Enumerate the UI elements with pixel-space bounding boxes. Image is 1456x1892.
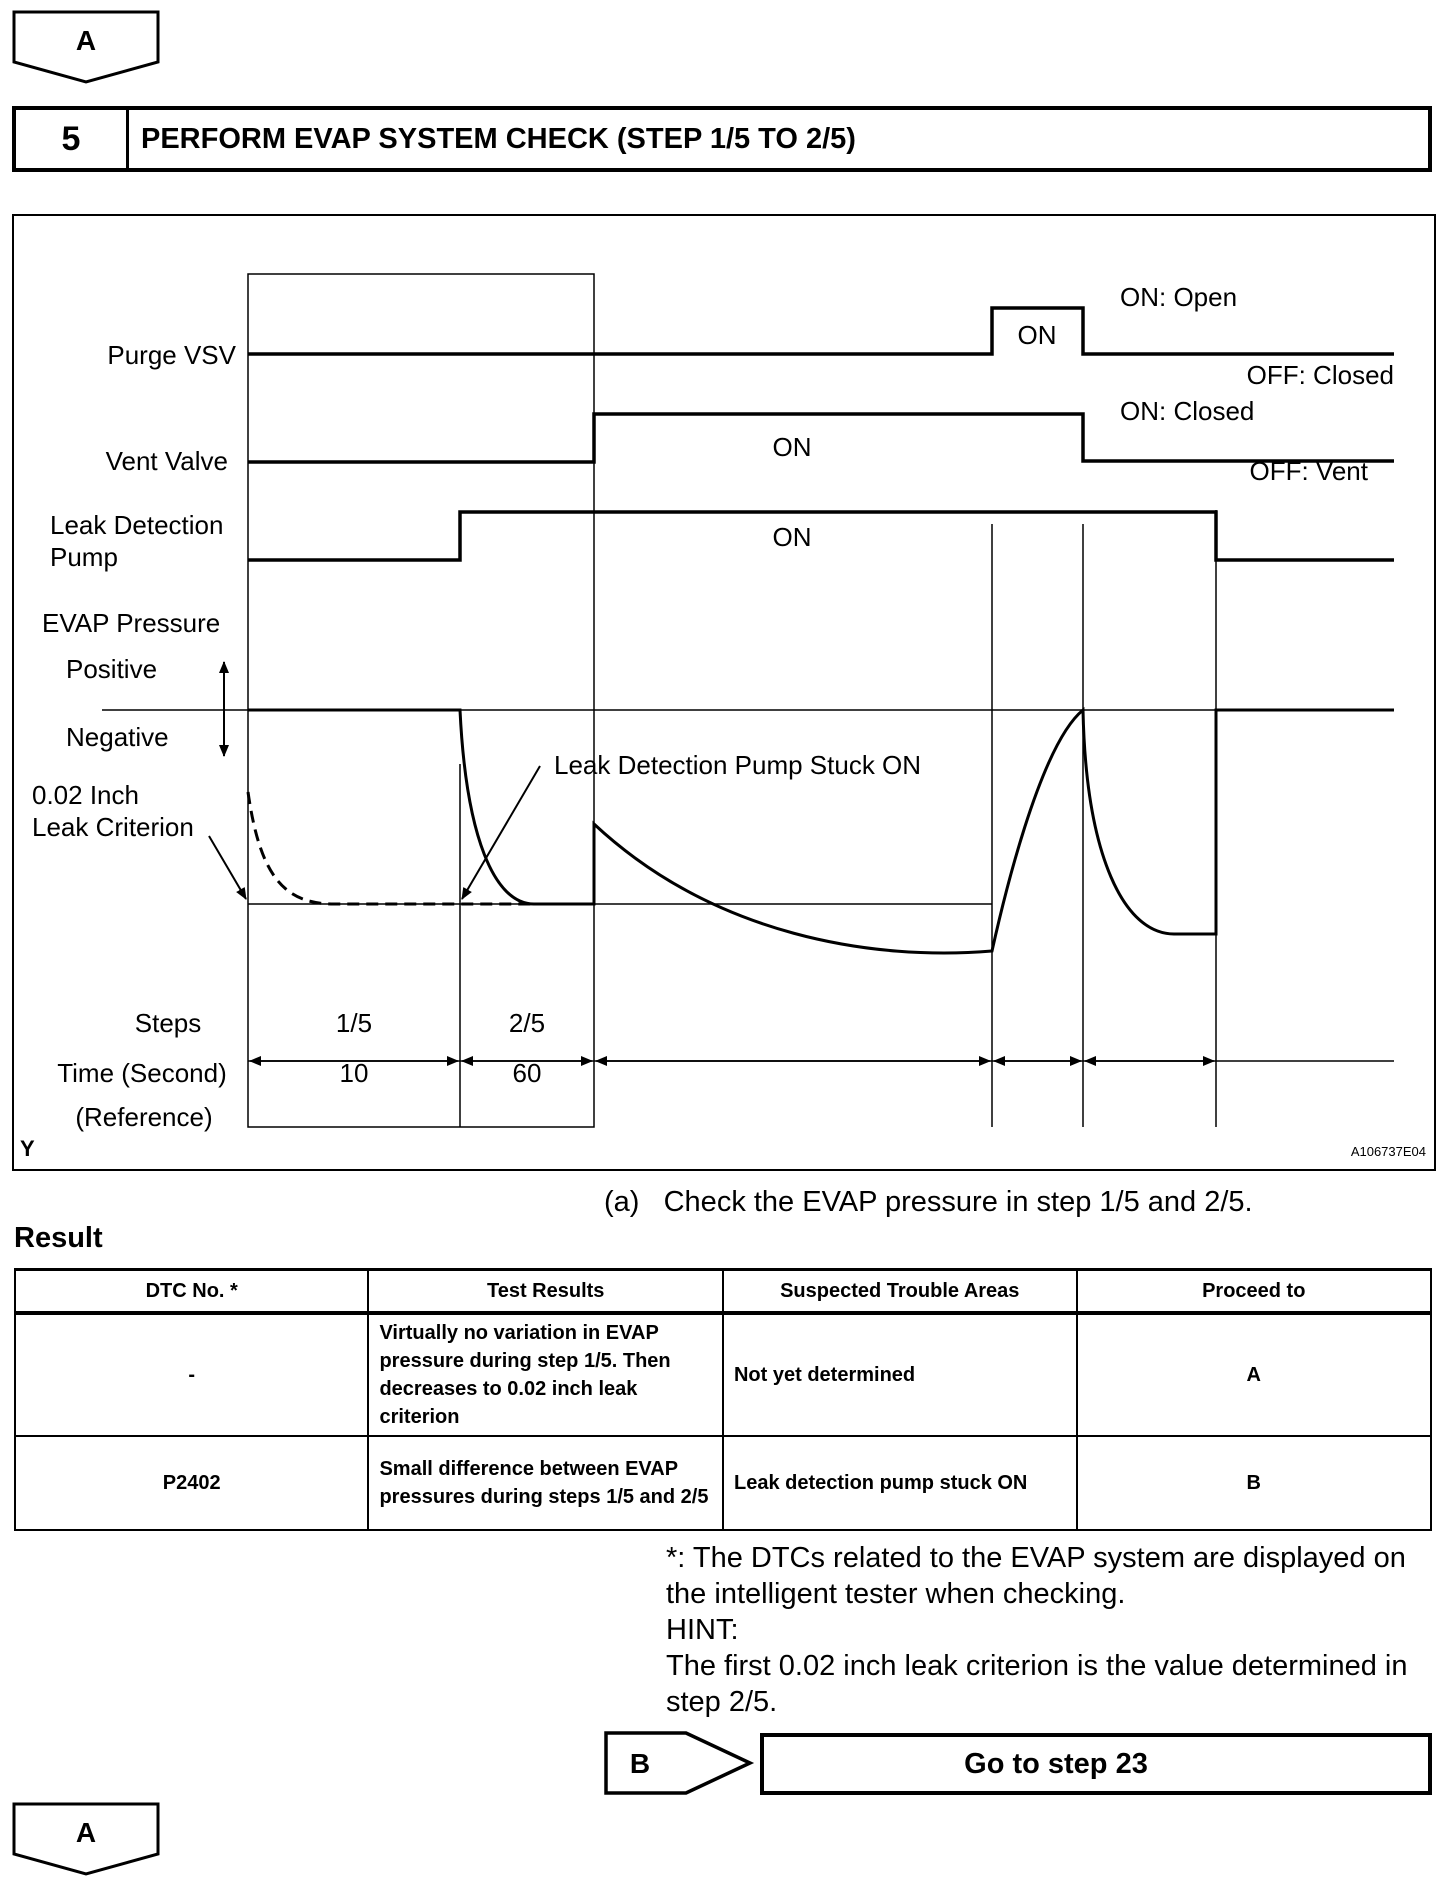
b-flow-marker xyxy=(604,1731,762,1797)
label-negative: Negative xyxy=(66,722,169,752)
go-to-step-button[interactable]: Go to step 23 xyxy=(760,1733,1432,1795)
hint-label: HINT: xyxy=(666,1614,739,1646)
purge-off-closed-label: OFF: Closed xyxy=(1246,360,1394,390)
steps-label: Steps xyxy=(134,1008,202,1038)
vent-on-closed-label: ON: Closed xyxy=(1120,396,1255,426)
label-leak-pump-2: Pump xyxy=(50,542,118,572)
timing-diagram xyxy=(12,214,1436,1171)
label-criterion-2: Leak Criterion xyxy=(32,812,194,842)
result-table xyxy=(14,1268,1432,1531)
evap-pressure-curve xyxy=(248,710,1394,953)
label-positive: Positive xyxy=(66,654,158,684)
time-label: Time (Second) xyxy=(57,1058,227,1088)
step-box xyxy=(248,274,594,1127)
hint-text: The first 0.02 inch leak criterion is the value determined in step 2/5. xyxy=(666,1650,1408,1718)
corner-letter: Y xyxy=(20,1136,35,1161)
step-title: PERFORM EVAP SYSTEM CHECK (STEP 1/5 TO 2/5) xyxy=(141,122,856,155)
step-number: 5 xyxy=(16,110,129,168)
bottom-marker-label: A xyxy=(75,1817,97,1848)
label-criterion-1: 0.02 Inch xyxy=(32,780,139,810)
figure-id: A106737E04 xyxy=(1350,1144,1426,1159)
top-marker-label: A xyxy=(75,25,97,56)
row-test: Small difference between EVAP pressures during steps 1/5 and 2/5 xyxy=(368,1436,723,1530)
time-1-label: 10 xyxy=(339,1058,369,1088)
purge-on-open-label: ON: Open xyxy=(1120,282,1238,312)
col-proceed: Proceed to xyxy=(1077,1270,1431,1314)
col-dtc: DTC No. * xyxy=(15,1270,368,1314)
top-flow-marker xyxy=(12,10,162,86)
row-dtc: P2402 xyxy=(15,1436,368,1530)
table-header-row xyxy=(15,1270,1431,1314)
footnote: *: The DTCs related to the EVAP system are displayed on the intelligent tester when checking. xyxy=(666,1542,1406,1610)
label-leak-pump-1: Leak Detection xyxy=(50,510,224,540)
stuck-on-annotation: Leak Detection Pump Stuck ON xyxy=(554,750,922,780)
row-proceed: A xyxy=(1077,1313,1431,1436)
step-2-label: 2/5 xyxy=(508,1008,546,1038)
step-header xyxy=(12,106,1432,172)
timing-diagram-svg xyxy=(14,216,1438,1173)
time-2-label: 60 xyxy=(512,1058,542,1088)
purge-on-label: ON xyxy=(1017,320,1057,350)
row-dtc: - xyxy=(15,1313,368,1436)
row-area: Not yet determined xyxy=(723,1313,1077,1436)
row-area: Leak detection pump stuck ON xyxy=(723,1436,1077,1530)
col-test-results: Test Results xyxy=(368,1270,723,1314)
label-vent-valve: Vent Valve xyxy=(105,446,228,476)
vent-on-label: ON xyxy=(772,432,812,462)
result-label: Result xyxy=(14,1222,103,1254)
row-proceed: B xyxy=(1077,1436,1431,1530)
step-1-label: 1/5 xyxy=(335,1008,373,1038)
table-row xyxy=(15,1313,1431,1436)
purge-vsv-waveform xyxy=(248,308,1394,354)
notes xyxy=(666,1540,1436,1720)
label-evap-pressure: EVAP Pressure xyxy=(42,608,221,638)
table-row xyxy=(15,1436,1431,1530)
leak-pump-waveform xyxy=(248,512,1394,560)
label-purge-vsv: Purge VSV xyxy=(107,340,236,370)
b-marker-label: B xyxy=(629,1748,651,1779)
instruction-text: (a) Check the EVAP pressure in step 1/5 and 2/5. xyxy=(604,1186,1253,1218)
pump-on-label: ON xyxy=(772,522,812,552)
row-test: Virtually no variation in EVAP pressure during step 1/5. Then decreases to 0.02 inch leak criterion xyxy=(368,1313,723,1436)
col-trouble-areas: Suspected Trouble Areas xyxy=(723,1270,1077,1314)
reference-label: (Reference) xyxy=(75,1102,213,1132)
vent-off-vent-label: OFF: Vent xyxy=(1249,456,1368,486)
bottom-flow-marker xyxy=(12,1802,162,1878)
